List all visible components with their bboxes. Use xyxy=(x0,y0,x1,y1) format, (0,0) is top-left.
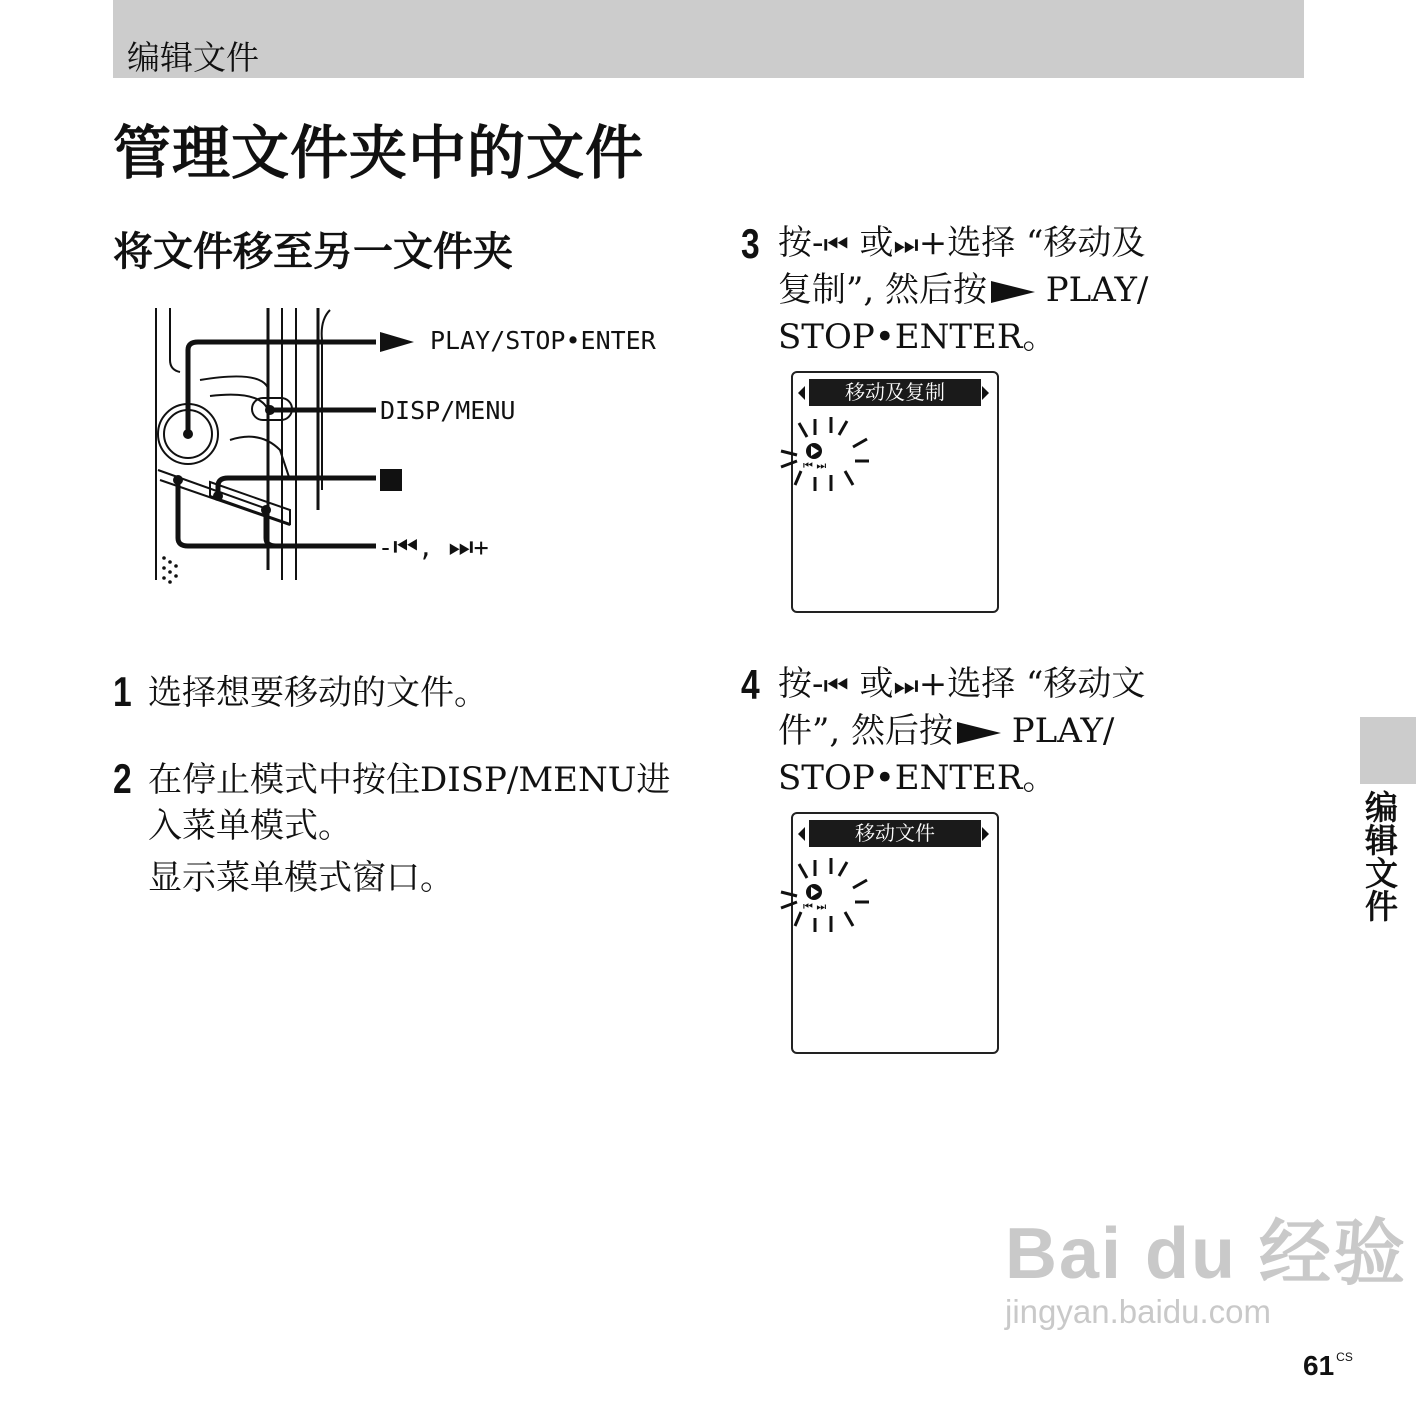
step-3-line-1: 按-⏮ 或⏭+选择 “移动及 xyxy=(778,223,1146,263)
step-3-line-2: 复制”, 然后按 PLAY/ xyxy=(778,270,1149,310)
header-band xyxy=(113,0,1304,78)
step-3-line-3: STOP•ENTER。 xyxy=(778,317,1057,357)
right-arrow-icon xyxy=(979,824,993,844)
skip-next-icon: ⏭ xyxy=(893,228,919,261)
blinking-play-icon xyxy=(779,411,879,493)
blinking-play-icon xyxy=(779,852,879,934)
skip-previous-icon: ⏮ xyxy=(393,530,419,563)
page-title: 管理文件夹中的文件 xyxy=(113,119,645,187)
header-section-label: 编辑文件 xyxy=(127,38,259,77)
step-2-number: 2 xyxy=(113,755,132,802)
skip-next-icon: ⏭ xyxy=(448,530,474,563)
stop-icon xyxy=(380,469,402,491)
step-4-line-1: 按-⏮ 或⏭+选择 “移动文 xyxy=(778,664,1146,704)
step-2-line-1: 在停止模式中按住DISP/MENU进 xyxy=(148,760,671,800)
display-screen-move-file xyxy=(791,812,999,1054)
watermark-url: jingyan.baidu.com xyxy=(1005,1293,1271,1330)
screen-title: 移动文件 xyxy=(809,820,981,847)
skip-next-icon: ⏭ xyxy=(893,669,919,702)
baidu-watermark xyxy=(1005,1195,1407,1331)
disp-menu-label: DISP/MENU xyxy=(380,396,516,425)
left-arrow-icon xyxy=(795,824,809,844)
step-4-line-3: STOP•ENTER。 xyxy=(778,758,1057,798)
step-1-number: 1 xyxy=(113,668,132,715)
left-arrow-icon xyxy=(795,383,809,403)
right-arrow-icon xyxy=(979,383,993,403)
svg-text:⏮ ⏭: ⏮ ⏭ xyxy=(803,459,827,472)
skip-buttons-label: -⏮, ⏭+ xyxy=(378,530,489,563)
step-4-number: 4 xyxy=(741,661,760,708)
skip-previous-icon: ⏮ xyxy=(823,228,849,261)
side-tab-marker xyxy=(1360,717,1416,784)
play-icon xyxy=(957,722,1001,744)
step-4-line-2: 件”, 然后按 PLAY/ xyxy=(778,711,1115,751)
play-stop-enter-label: PLAY/STOP•ENTER xyxy=(380,326,656,355)
play-icon xyxy=(991,281,1035,303)
step-2-line-3: 显示菜单模式窗口。 xyxy=(148,858,454,898)
skip-previous-icon: ⏮ xyxy=(823,669,849,702)
section-title: 将文件移至另一文件夹 xyxy=(113,229,513,275)
step-3-number: 3 xyxy=(741,220,760,267)
play-icon xyxy=(380,332,414,352)
side-tab-label: 编辑文件 xyxy=(1360,790,1399,922)
device-diagram xyxy=(150,300,390,590)
watermark-brand: Bai du 经验 xyxy=(1005,1214,1408,1294)
svg-text:⏮ ⏭: ⏮ ⏭ xyxy=(803,900,827,913)
screen-title: 移动及复制 xyxy=(809,379,981,406)
page-number: 61 $^{CS}$ xyxy=(1303,1350,1353,1381)
step-1-text: 选择想要移动的文件。 xyxy=(148,673,488,713)
step-2-line-2: 入菜单模式。 xyxy=(148,806,352,846)
display-screen-move-copy xyxy=(791,371,999,613)
